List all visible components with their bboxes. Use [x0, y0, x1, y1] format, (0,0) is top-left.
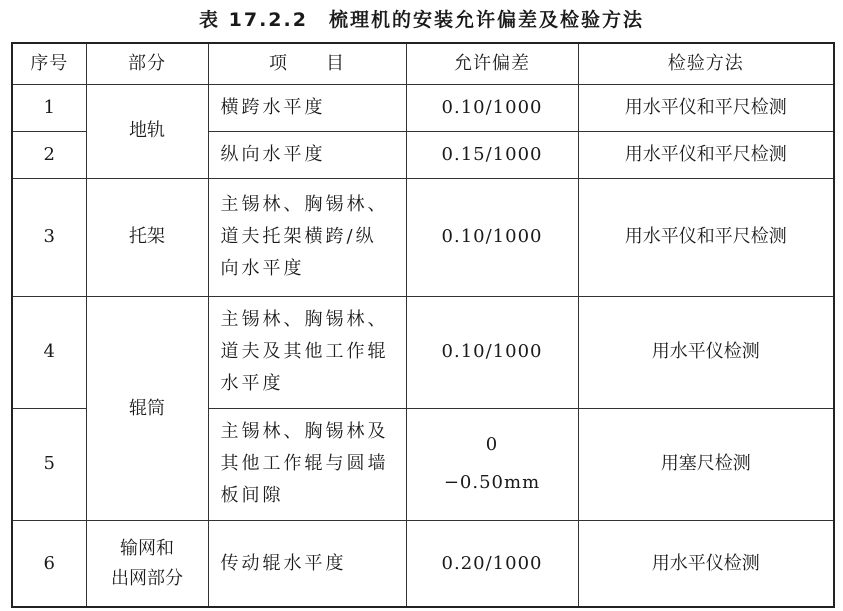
row-tolerance: 0.15/1000	[406, 131, 578, 178]
row-tolerance: 0.10/1000	[406, 178, 578, 296]
row-no: 4	[12, 296, 86, 408]
row-part: 辊筒	[86, 296, 208, 521]
tolerance-upper: 0	[485, 434, 499, 456]
row-method: 用水平仪和平尺检测	[578, 84, 834, 131]
row-part: 托架	[86, 178, 208, 296]
table-caption: 表 17.2.2 梳理机的安装允许偏差及检验方法	[199, 8, 644, 31]
header-no: 序号	[12, 43, 86, 84]
row-method: 用水平仪检测	[578, 521, 834, 607]
header-tolerance: 允许偏差	[406, 43, 578, 84]
part-line-2: 出网部分	[111, 567, 183, 589]
row-no: 2	[12, 131, 86, 178]
table-row	[12, 296, 834, 408]
row-tolerance: 0.20/1000	[406, 521, 578, 607]
row-item: 主锡林、胸锡林、道夫托架横跨/纵向水平度	[208, 178, 406, 296]
row-method: 用水平仪和平尺检测	[578, 178, 834, 296]
row-tolerance: 0.10/1000	[406, 84, 578, 131]
tolerance-table	[11, 42, 835, 608]
row-tolerance: 0.10/1000	[406, 296, 578, 408]
row-method: 用塞尺检测	[578, 408, 834, 521]
header-method: 检验方法	[578, 43, 834, 84]
row-tolerance	[406, 408, 578, 521]
row-method: 用水平仪和平尺检测	[578, 131, 834, 178]
header-part: 部分	[86, 43, 208, 84]
table-row	[12, 521, 834, 607]
row-item: 横跨水平度	[208, 84, 406, 131]
table-row	[12, 178, 834, 296]
header-item: 项 目	[208, 43, 406, 84]
row-item: 主锡林、胸锡林、道夫及其他工作辊水平度	[208, 296, 406, 408]
row-item: 纵向水平度	[208, 131, 406, 178]
row-item: 传动辊水平度	[208, 521, 406, 607]
row-no: 5	[12, 408, 86, 521]
row-method: 用水平仪检测	[578, 296, 834, 408]
header-row	[12, 43, 834, 84]
row-part: 地轨	[86, 84, 208, 178]
row-part	[86, 521, 208, 607]
row-no: 1	[12, 84, 86, 131]
row-no: 3	[12, 178, 86, 296]
tolerance-lower: −0.50mm	[443, 472, 541, 494]
row-item: 主锡林、胸锡林及其他工作辊与圆墙板间隙	[208, 408, 406, 521]
row-no: 6	[12, 521, 86, 607]
table-row	[12, 84, 834, 131]
part-line-1: 输网和	[120, 537, 174, 559]
